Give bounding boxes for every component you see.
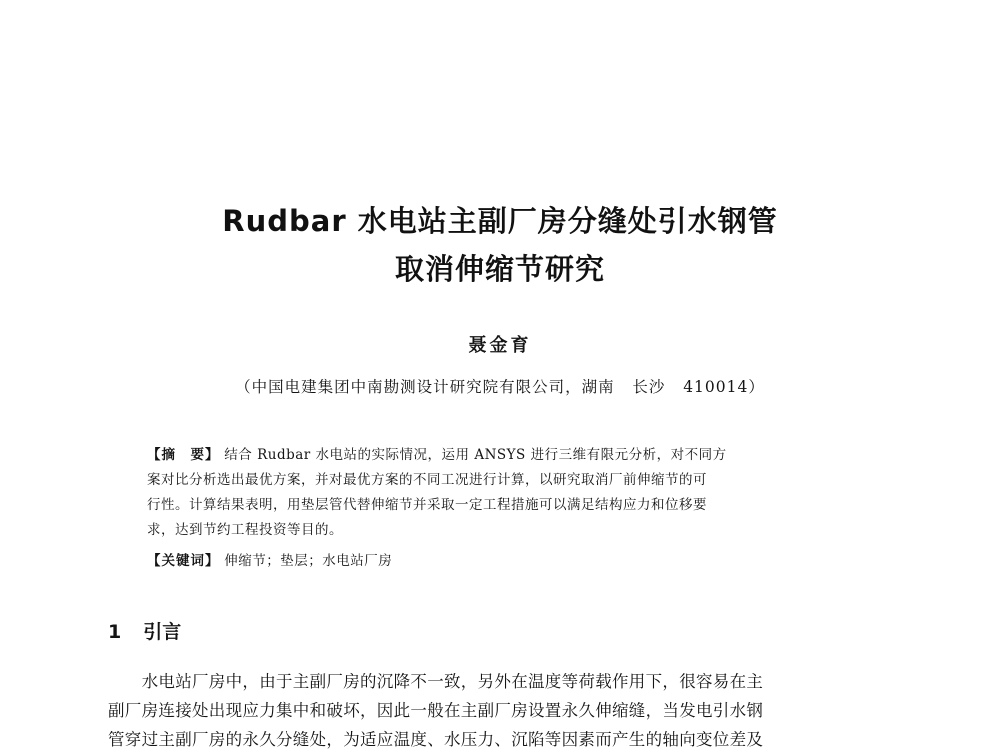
body-line-1-text: 水电站厂房中，由于主副厂房的沉降不一致，另外在温度等荷载作用下，很容易在主 [141,672,764,691]
abstract-block [147,443,862,571]
section-heading [108,623,181,642]
abstract-line-2: 案对比分析选出最优方案，并对最优方案的不同工况进行计算，以研究取消厂前伸缩节的可 [147,472,707,488]
keywords-row [147,551,862,571]
body-text [108,667,898,754]
section-title: 引言 [143,621,182,643]
body-line-2: 副厂房连接处出现应力集中和破坏，因此一般在主副厂房设置永久伸缩缝，当发电引水钢 [108,701,764,720]
keywords-text: 伸缩节；垫层；水电站厂房 [224,553,393,569]
abstract-label: 【摘 要】 [147,447,220,463]
author-name: 聂金育 [468,335,532,356]
paper-title-line-1: Rudbar 水电站主副厂房分缝处引水钢管 [222,204,778,238]
body-line-1 [108,667,898,696]
abstract-line-4: 求，达到节约工程投资等目的。 [147,522,343,538]
section-number: 1 [108,621,122,643]
abstract-line-1 [147,443,862,468]
author-affiliation: （中国电建集团中南勘测设计研究院有限公司，湖南 长沙 410014） [235,378,765,396]
body-line-3: 管穿过主副厂房的永久分缝处，为适应温度、水压力、沉陷等因素而产生的轴向变位差及 [108,730,764,749]
keywords-label: 【关键词】 [147,553,220,569]
abstract-line-3: 行性。计算结果表明，用垫层管代替伸缩节并采取一定工程措施可以满足结构应力和位移要 [147,497,707,513]
abstract-text-1: 结合 Rudbar 水电站的实际情况，运用 ANSYS 进行三维有限元分析，对不同方 [224,447,727,463]
paper-title-line-2: 取消伸缩节研究 [394,252,605,286]
